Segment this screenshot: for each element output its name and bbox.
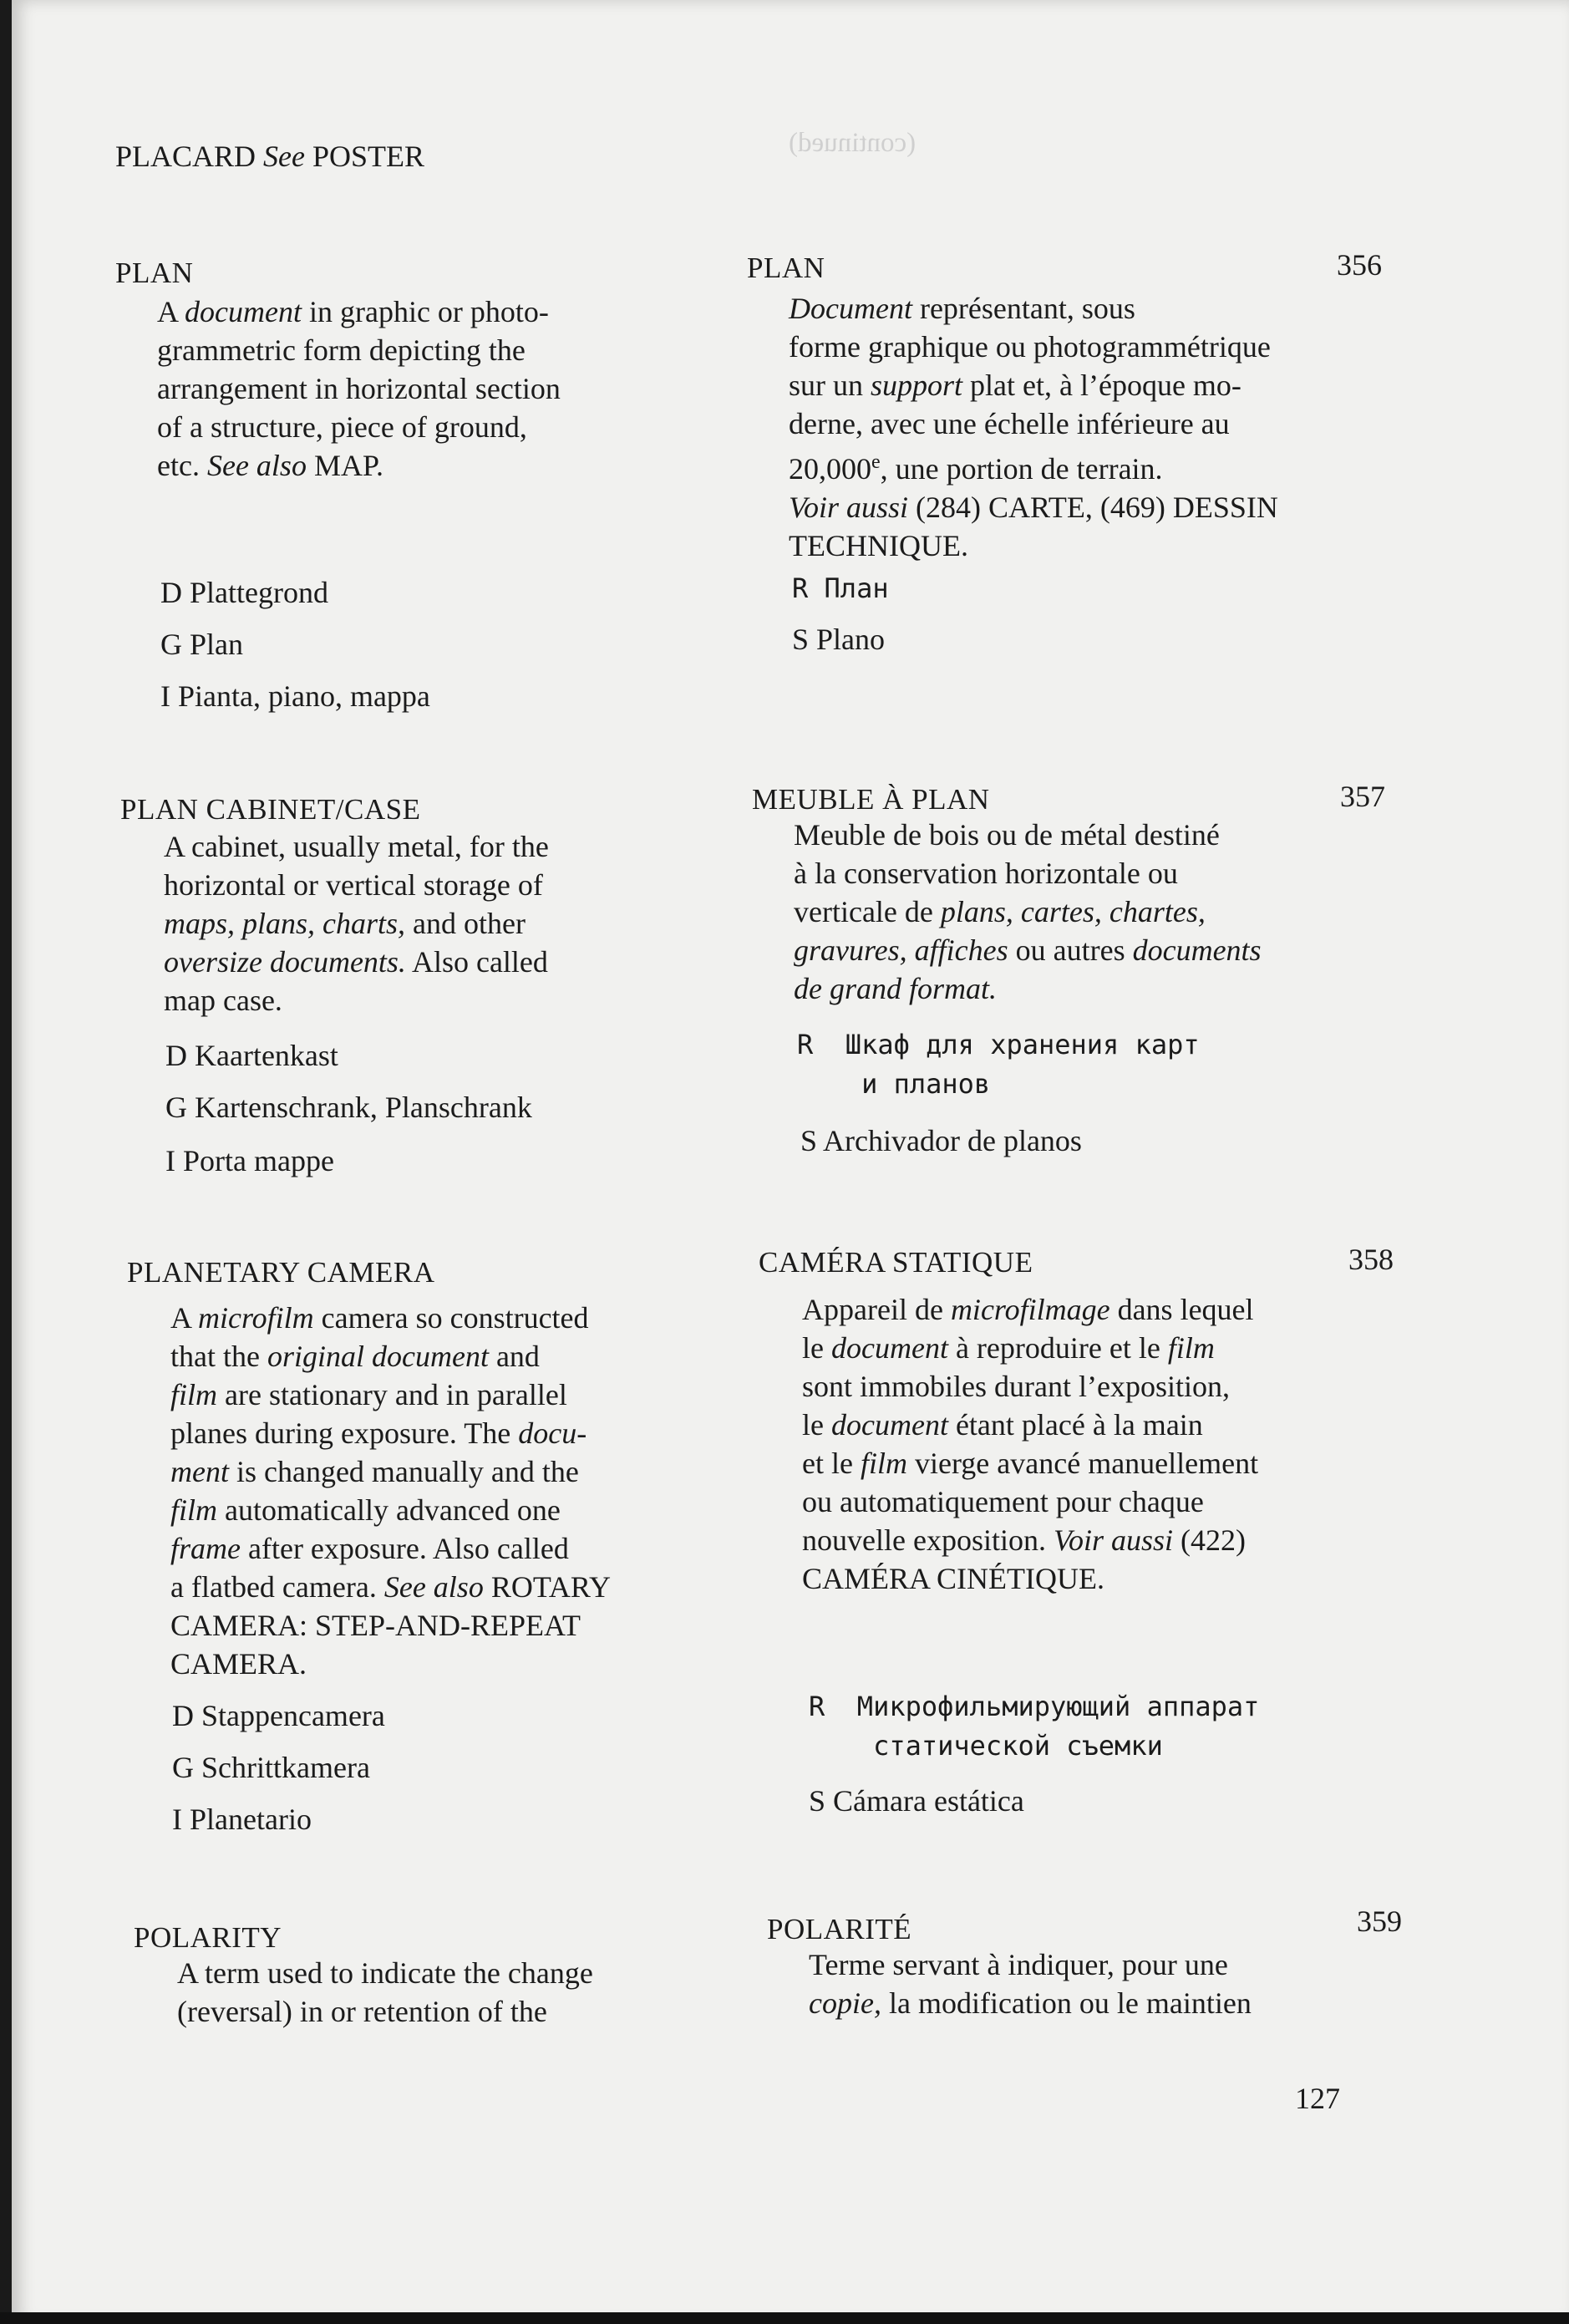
italic-term: documents: [1132, 933, 1262, 967]
fr-term: PLAN: [747, 252, 825, 284]
italic-term: document: [830, 1331, 948, 1365]
en-term: PLANETARY CAMERA: [127, 1256, 435, 1289]
page-number: 127: [1295, 2082, 1340, 2115]
en-definition: A term used to indicate the change (reversal) in or retention of the: [177, 1956, 593, 2028]
italic-term: de grand format.: [794, 972, 997, 1005]
en-definition: A cabinet, usually metal, for the horizontal or vertical storage of maps, plans, charts, and other oversize documents. Also called map case.: [164, 830, 549, 1017]
equivalent-german: G Kartenschrank, Planschrank: [165, 1091, 532, 1124]
scan-edge-bottom: [0, 2312, 1569, 2324]
fr-definition: Appareil de microfilmage dans lequel le document à reproduire et le film sont immobiles durant l’exposition, le document étant placé à la main et le film vierge avancé manuellement ou automatiquement pour chaque nouvelle exposition. Voir aussi (422) CAMÉRA CINÉTIQUE.: [802, 1293, 1259, 1595]
italic-term: Voir aussi: [789, 491, 909, 524]
document-page: [12, 0, 1569, 2324]
italic-term: gravures, affiches: [794, 933, 1008, 967]
italic-term: docu-: [518, 1416, 587, 1450]
equivalent-german: G Schrittkamera: [172, 1751, 370, 1784]
equivalent-german: G Plan: [160, 628, 243, 661]
placard-target: POSTER: [312, 140, 425, 173]
italic-term: microfilmage: [950, 1293, 1110, 1326]
equivalent-spanish: S Archivador de planos: [800, 1124, 1082, 1157]
italic-term: film: [170, 1493, 218, 1527]
superscript: e: [871, 451, 881, 473]
equivalent-spanish: S Cámara estática: [809, 1784, 1024, 1818]
equivalent-dutch: D Stappencamera: [172, 1699, 385, 1732]
show-through: (continued): [789, 128, 917, 158]
italic-term: plans, cartes, chartes,: [940, 895, 1206, 928]
italic-term: ment: [170, 1455, 229, 1488]
italic-term: film: [1167, 1331, 1215, 1365]
en-term: PLAN CABINET/CASE: [120, 793, 421, 826]
fr-term: POLARITÉ: [767, 1913, 912, 1945]
placard-see: See: [263, 140, 305, 173]
entry-number: 358: [1348, 1243, 1394, 1276]
en-term: POLARITY: [134, 1921, 282, 1954]
en-term: PLAN: [115, 257, 194, 289]
italic-term: maps, plans, charts,: [164, 907, 406, 940]
italic-term: See also: [206, 449, 307, 482]
italic-term: Document: [789, 292, 912, 325]
fr-definition: Document représentant, sous forme graphique ou photogrammétrique sur un support plat et, à l’époque mo- derne, avec une échelle inférieure au 20,000e, une portion de terrain. Voir aussi (284) CARTE, (469) DESSIN TECHNIQUE.: [789, 292, 1278, 562]
italic-term: oversize documents.: [164, 945, 406, 979]
italic-term: microfilm: [198, 1301, 314, 1335]
placard-crossref: [115, 137, 424, 175]
en-definition: A microfilm camera so constructed that the original document and film are stationary and in parallel planes during exposure. The docu- ment is changed manually and the film automatically advanced one frame after exposure. Also called a flatbed camera. See also ROTARY CAMERA: STEP-AND-REPEAT CAMERA.: [170, 1301, 611, 1681]
russian-text: R Шкаф для хранения карт и планов: [797, 1029, 1200, 1100]
equivalent-russian: [792, 568, 889, 608]
entry-number: 357: [1340, 780, 1385, 813]
equivalent-russian: [809, 1686, 1259, 1765]
equivalent-dutch: D Kaartenkast: [165, 1039, 338, 1072]
italic-term: film: [860, 1447, 907, 1480]
en-definition: A document in graphic or photo- grammetric form depicting the arrangement in horizontal section of a structure, piece of ground, etc. See also MAP.: [157, 295, 561, 482]
russian-text: R Микрофильмирующий аппарат статической съемки: [809, 1691, 1260, 1762]
equivalent-italian: I Porta mappe: [165, 1144, 334, 1177]
equivalent-italian: I Pianta, piano, mappa: [160, 679, 430, 713]
fr-term: MEUBLE À PLAN: [752, 783, 990, 816]
equivalent-dutch: D Plattegrond: [160, 576, 328, 609]
italic-term: support: [871, 369, 963, 402]
italic-term: Voir aussi: [1053, 1523, 1174, 1557]
italic-term: original document: [267, 1340, 489, 1373]
italic-term: document: [830, 1408, 948, 1442]
equivalent-russian: [797, 1025, 1200, 1103]
fr-term: CAMÉRA STATIQUE: [759, 1246, 1033, 1279]
entry-number: 359: [1357, 1904, 1402, 1938]
italic-term: copie,: [809, 1986, 881, 2020]
placard-term: PLACARD: [115, 140, 256, 173]
entry-number: 356: [1337, 248, 1382, 282]
italic-term: document: [185, 295, 302, 328]
scan-edge-left: [0, 0, 12, 2324]
italic-term: film: [170, 1378, 218, 1411]
russian-text: R План: [792, 572, 889, 604]
italic-term: See also: [383, 1570, 484, 1604]
italic-term: frame: [170, 1532, 241, 1565]
equivalent-spanish: S Plano: [792, 623, 886, 656]
fr-definition: Meuble de bois ou de métal destiné à la conservation horizontale ou verticale de plans, cartes, chartes, gravures, affiches ou autres documents de grand format.: [794, 818, 1262, 1005]
fr-definition: Terme servant à indiquer, pour une copie, la modification ou le maintien: [809, 1948, 1252, 2020]
equivalent-italian: I Planetario: [172, 1803, 312, 1836]
